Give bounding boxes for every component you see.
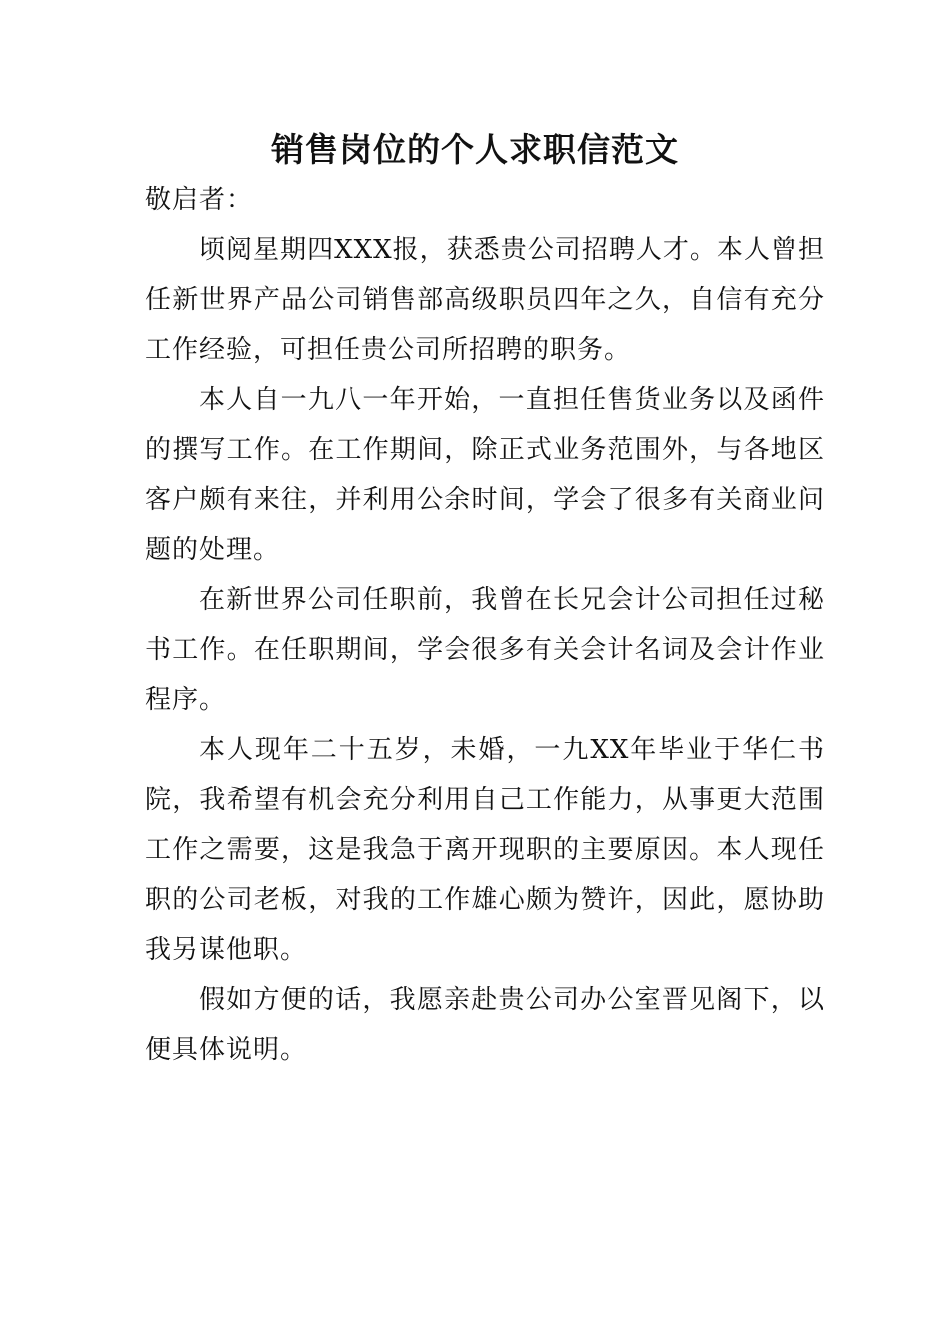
paragraph-1: 顷阅星期四XXX报，获悉贵公司招聘人才。本人曾担任新世界产品公司销售部高级职员四年之久，自信有充分工作经验，可担任贵公司所招聘的职务。 xyxy=(145,235,825,365)
paragraph-3: 在新世界公司任职前，我曾在长兄会计公司担任过秘书工作。在任职期间，学会很多有关会计名词及会计作业程序。 xyxy=(145,585,825,715)
salutation: 敬启者： xyxy=(145,185,254,215)
document-title: 销售岗位的个人求职信范文 xyxy=(271,130,679,169)
paragraph-4: 本人现年二十五岁，未婚，一九XX年毕业于华仁书院，我希望有机会充分利用自己工作能力，从事更大范围工作之需要，这是我急于离开现职的主要原因。本人现任职的公司老板，对我的工作雄心颇为赞许，因此，愿协助我另谋他职。 xyxy=(145,735,825,965)
paragraph-2: 本人自一九八一年开始，一直担任售货业务以及函件的撰写工作。在工作期间，除正式业务范围外，与各地区客户颇有来往，并利用公余时间，学会了很多有关商业问题的处理。 xyxy=(145,385,825,565)
paragraph-5: 假如方便的话，我愿亲赴贵公司办公室晋见阁下，以便具体说明。 xyxy=(145,985,825,1065)
letter-body xyxy=(145,175,825,1075)
